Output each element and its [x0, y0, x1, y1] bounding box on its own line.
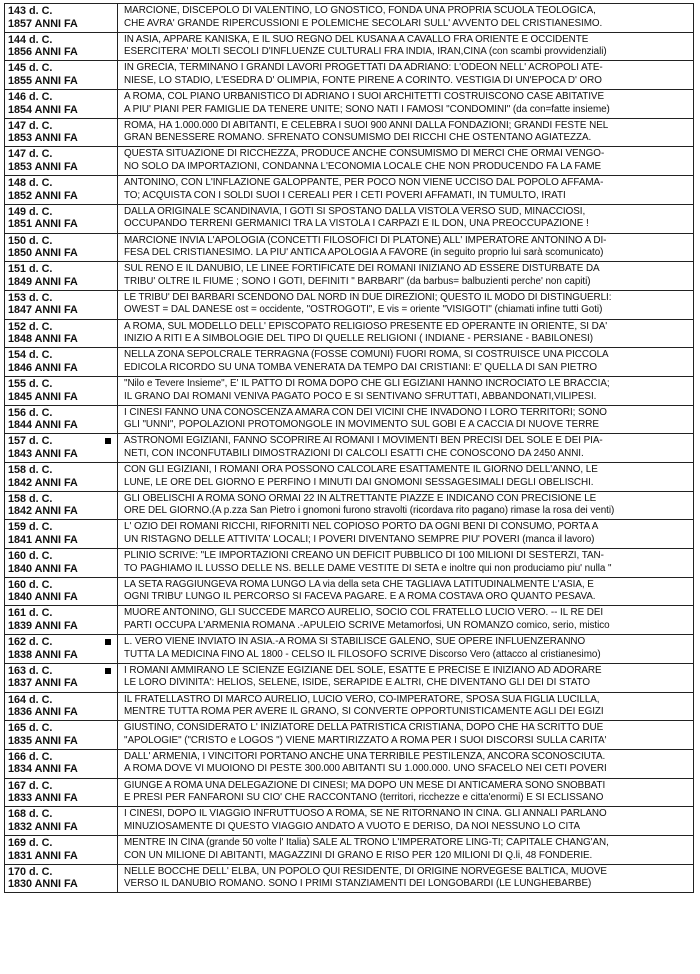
years-ago-label: 1853 ANNI FA	[8, 132, 78, 145]
timeline-row	[5, 348, 694, 377]
event-text-line: ORE DEL GIORNO.(A p.zza San Pietro i gnomoni furono stravolti (ricordava rito pagano) rimase la rosa dei venti)	[124, 505, 615, 517]
timeline-row	[5, 778, 694, 807]
event-text-line: NELLA ZONA SEPOLCRALE TERRAGNA (FOSSE COMUNI) FUORI ROMA, SI COSTRUISCE UNA PICCOLA	[124, 349, 609, 361]
years-ago-label: 1842 ANNI FA	[8, 476, 78, 489]
event-text-line: I ROMANI AMMIRANO LE SCIENZE EGIZIANE DEL SOLE, ESATTE E PRECISE E INIZIANO AD ADORARE	[124, 664, 602, 676]
event-text-cell	[118, 233, 694, 262]
event-text-line: CON GLI EGIZIANI, I ROMANI ORA POSSONO CALCOLARE ESATTAMENTE IL GIORNO DELL'ANNO, LE	[124, 464, 598, 475]
year-label: 159 d. C.	[8, 521, 53, 534]
date-cell	[5, 549, 118, 578]
years-ago-label: 1833 ANNI FA	[8, 792, 78, 805]
date-cell	[5, 405, 118, 434]
year-label: 147 d. C.	[8, 119, 53, 132]
event-text-line: MUORE ANTONINO, GLI SUCCEDE MARCO AURELIO, SOCIO COL FRATELLO LUCIO VERO. -- IL RE DEI	[124, 607, 604, 619]
year-label: 155 d. C.	[8, 377, 53, 390]
date-cell	[5, 491, 118, 520]
year-label: 157 d. C.	[8, 435, 53, 448]
event-text-line: LA SETA RAGGIUNGEVA ROMA LUNGO LA via della seta CHE TAGLIAVA LATITUDINALMENTE L'ASIA, E	[124, 578, 594, 590]
event-text-line: VERSO IL DANUBIO ROMANO. SONO I PRIMI STANZIAMENTI DEI LONGOBARDI (LE LUNGHEBARBE)	[124, 878, 592, 890]
event-text-cell	[118, 434, 694, 463]
event-text-line: SUL RENO E IL DANUBIO, LE LINEE FORTIFICATE DEI ROMANI INIZIANO AD ESSERE DISTURBATE DA	[124, 263, 600, 275]
event-text-line: ESERCITERA' MOLTI SECOLI D'INFLUENZE CULTURALI FRA INDIA, IRAN,CINA (con scambi provvidenziali)	[124, 46, 607, 58]
date-cell	[5, 90, 118, 119]
years-ago-label: 1844 ANNI FA	[8, 419, 78, 432]
years-ago-label: 1846 ANNI FA	[8, 361, 78, 374]
timeline-row	[5, 721, 694, 750]
event-text-cell	[118, 147, 694, 176]
timeline-row	[5, 4, 694, 33]
event-text-line: CON UN MILIONE DI ABITANTI, MAGAZZINI DI GRANO E RISO PER 120 MILIONI DI Q.li, 48 FONDERIE.	[124, 849, 593, 861]
event-text-line: A ROMA, COL PIANO URBANISTICO DI ADRIANO I SUOI ARCHITETTI COSTRUISCONO CASE ABITATIVE	[124, 91, 605, 103]
event-text-line: LE LORO DIVINITA': HELIOS, SELENE, ISIDE, SERAPIDE E ALTRI, CHE DIVENTANO GLI DEI DI STATO	[124, 677, 591, 689]
year-label: 160 d. C.	[8, 550, 53, 563]
event-text-line: INIZIO A RITI E A SIMBOLOGIE DEL TIPO DI QUELLE RELIGIONI ( INDIANE - PERSIANE - BABILONESI)	[124, 333, 593, 345]
timeline-row	[5, 290, 694, 319]
years-ago-label: 1831 ANNI FA	[8, 849, 78, 862]
event-text-line: GLI "UNNI", POPOLAZIONI PROTOMONGOLE IN MOVIMENTO SUL GOBI E A CACCIA DI NUOVE TERRE	[124, 419, 599, 431]
event-text-line: NO SOLO DA IMPORTAZIONI, CONDANNA L'ECONOMIA LOCALE CHE NON PRODUCENDO FA LA FAME	[124, 161, 602, 173]
year-label: 144 d. C.	[8, 33, 53, 46]
event-text-line: TO; ACQUISTA CON I SOLDI SUOI I CEREALI PER I CETI POVERI AFFAMATI, IN TUMULTO, IRATI	[124, 189, 566, 201]
timeline-rows	[5, 4, 694, 893]
years-ago-label: 1850 ANNI FA	[8, 247, 78, 260]
years-ago-label: 1857 ANNI FA	[8, 17, 78, 30]
date-cell	[5, 176, 118, 205]
event-text-line: TO PAGHIAMO IL LUSSO DELLE NS. BELLE DAME VESTITE DI SETA e inoltre qui non produciamo piu' nulla "	[124, 562, 612, 574]
event-text-line: ASTRONOMI EGIZIANI, FANNO SCOPRIRE AI ROMANI I MOVIMENTI BEN PRECISI DEL SOLE E DEI PIA-	[124, 435, 603, 447]
timeline-row	[5, 491, 694, 520]
year-label: 163 d. C.	[8, 664, 53, 677]
years-ago-label: 1841 ANNI FA	[8, 533, 78, 546]
year-label: 164 d. C.	[8, 693, 53, 706]
date-cell	[5, 635, 118, 664]
date-cell	[5, 606, 118, 635]
event-text-cell	[118, 778, 694, 807]
date-cell	[5, 520, 118, 549]
years-ago-label: 1853 ANNI FA	[8, 161, 78, 174]
timeline-row	[5, 376, 694, 405]
date-cell	[5, 807, 118, 836]
bullet-marker-icon	[105, 438, 111, 444]
event-text-line: GIUNGE A ROMA UNA DELEGAZIONE DI CINESI; MA DOPO UN MESE DI ANTICAMERA SONO SNOBBATI	[124, 779, 606, 791]
years-ago-label: 1832 ANNI FA	[8, 820, 78, 833]
years-ago-label: 1856 ANNI FA	[8, 46, 78, 59]
event-text-cell	[118, 204, 694, 233]
date-cell	[5, 864, 118, 893]
years-ago-label: 1842 ANNI FA	[8, 505, 78, 518]
timeline-row	[5, 262, 694, 291]
date-cell	[5, 290, 118, 319]
year-label: 147 d. C.	[8, 148, 53, 161]
timeline-row	[5, 463, 694, 492]
event-text-line: DALL' ARMENIA, I VINCITORI PORTANO ANCHE UNA TERRIBILE PESTILENZA, ANCORA SCONOSCIUTA.	[124, 750, 606, 762]
timeline-row	[5, 233, 694, 262]
date-cell	[5, 118, 118, 147]
event-text-cell	[118, 635, 694, 664]
event-text-line: NETI, CON INCONFUTABILI DIMOSTRAZIONI DI CALCOLI ESATTI CHE CONOSCONO DA 2450 ANNI.	[124, 447, 584, 459]
timeline-row	[5, 520, 694, 549]
year-label: 154 d. C.	[8, 349, 53, 362]
event-text-cell	[118, 491, 694, 520]
years-ago-label: 1837 ANNI FA	[8, 677, 78, 690]
event-text-cell	[118, 61, 694, 90]
date-cell	[5, 663, 118, 692]
timeline-row	[5, 807, 694, 836]
event-text-cell	[118, 262, 694, 291]
year-label: 148 d. C.	[8, 177, 53, 190]
event-text-line: IL FRATELLASTRO DI MARCO AURELIO, LUCIO VERO, CO-IMPERATORE, SPOSA SUA FIGLIA LUCILLA,	[124, 693, 600, 705]
event-text-line: PARTI OCCUPA L'ARMENIA ROMANA .-APULEIO SCRIVE Metamorfosi, UN ROMANZO comico, serio, mistico	[124, 620, 610, 632]
timeline-row	[5, 864, 694, 893]
event-text-cell	[118, 90, 694, 119]
date-cell	[5, 778, 118, 807]
timeline-row	[5, 405, 694, 434]
years-ago-label: 1852 ANNI FA	[8, 189, 78, 202]
year-label: 167 d. C.	[8, 779, 53, 792]
year-label: 143 d. C.	[8, 5, 53, 17]
years-ago-label: 1838 ANNI FA	[8, 648, 78, 661]
date-cell	[5, 348, 118, 377]
event-text-cell	[118, 606, 694, 635]
event-text-line: E PRESI PER FANFARONI SU CIO' CHE RACCONTANO (territori, ricchezze e citta'enormi) E SI ECLISSANO	[124, 792, 604, 804]
event-text-line: PLINIO SCRIVE: "LE IMPORTAZIONI CREANO UN DEFICIT PUBBLICO DI 100 MILIONI DI SESTERZI, TAN-	[124, 550, 604, 562]
event-text-line: "APOLOGIE" ("CRISTO e LOGOS ") VIENE MARTIRIZZATO A ROMA PER I SUOI DISCORSI SULLA CARITA'	[124, 734, 607, 746]
event-text-line: MINUZIOSAMENTE DI QUESTO VIAGGIO ANDATO A VUOTO E DERISO, DA NOI NESSUNO LO CITA	[124, 820, 580, 832]
event-text-cell	[118, 549, 694, 578]
event-text-cell	[118, 721, 694, 750]
year-label: 158 d. C.	[8, 492, 53, 505]
year-label: 162 d. C.	[8, 636, 53, 649]
event-text-line: OGNI TRIBU' LUNGO IL PERCORSO SI FACEVA PAGARE. E A ROMA COSTAVA ORO QUANTO PESAVA.	[124, 591, 596, 603]
event-text-line: NIESE, LO STADIO, L'ESEDRA D' OLIMPIA, FONTE PIRENE A CORINTO. VESTIGIA DI UN'EPOCA D' ORO	[124, 74, 602, 86]
year-label: 146 d. C.	[8, 91, 53, 104]
years-ago-label: 1835 ANNI FA	[8, 734, 78, 747]
year-label: 168 d. C.	[8, 808, 53, 821]
event-text-line: GIUSTINO, CONSIDERATO L' INIZIATORE DELLA PATRISTICA CRISTIANA, DOPO CHE HA SCRITTO DUE	[124, 722, 604, 734]
event-text-cell	[118, 32, 694, 61]
bullet-marker-icon	[105, 639, 111, 645]
event-text-cell	[118, 520, 694, 549]
event-text-line: IN GRECIA, TERMINANO I GRANDI LAVORI PROGETTATI DA ADRIANO: L'ODEON NELL' ACROPOLI ATE-	[124, 62, 603, 74]
event-text-cell	[118, 290, 694, 319]
year-label: 158 d. C.	[8, 464, 53, 476]
event-text-cell	[118, 348, 694, 377]
event-text-line: A PIU' PIANI PER FAMIGLIE DA TENERE UNITE; SONO NATI I FAMOSI "CONDOMINI" (da con=fatte insieme)	[124, 103, 610, 115]
date-cell	[5, 577, 118, 606]
event-text-line: L' OZIO DEI ROMANI RICCHI, RIFORNITI NEL COPIOSO PORTO DA OGNI BENI DI CONSUMO, PORTA A	[124, 521, 599, 533]
date-cell	[5, 32, 118, 61]
date-cell	[5, 463, 118, 492]
event-text-line: UN RISTAGNO DELLE ATTIVITA' LOCALI; I POVERI DIVENTANO SEMPRE PIU' POVERI (manca il lavoro)	[124, 533, 595, 545]
event-text-line: LUNE, LE ORE DEL GIORNO E PERFINO I MINUTI DAI GNOMONI SESSAGESIMALI DEGLI OBELISCHI.	[124, 476, 594, 488]
year-label: 161 d. C.	[8, 607, 53, 620]
timeline-row	[5, 319, 694, 348]
timeline-row	[5, 835, 694, 864]
event-text-line: GLI OBELISCHI A ROMA SONO ORMAI 22 IN ALTRETTANTE PIAZZE E INDICANO CON PRECISIONE LE	[124, 492, 597, 504]
timeline-row	[5, 749, 694, 778]
date-cell	[5, 4, 118, 33]
date-cell	[5, 692, 118, 721]
date-cell	[5, 319, 118, 348]
years-ago-label: 1836 ANNI FA	[8, 706, 78, 719]
event-text-cell	[118, 692, 694, 721]
year-label: 151 d. C.	[8, 263, 53, 276]
timeline-row	[5, 118, 694, 147]
event-text-line: MENTRE IN CINA (grande 50 volte l' Italia) SALE AL TRONO L'IMPERATORE LING-TI; CAPITALE CHANG'AN,	[124, 836, 609, 848]
event-text-line: OWEST = DAL DANESE ost = occidente, "OSTROGOTI", E vis = oriente "VISIGOTI" (chiamati infine tutti Goti)	[124, 304, 603, 316]
event-text-cell	[118, 405, 694, 434]
date-cell	[5, 376, 118, 405]
timeline-row	[5, 32, 694, 61]
event-text-cell	[118, 376, 694, 405]
event-text-line: ROMA, HA 1.000.000 DI ABITANTI, E CELEBRA I SUOI 900 ANNI DALLA FONDAZIONI; GRANDI FESTE NEL	[124, 119, 609, 131]
year-label: 152 d. C.	[8, 320, 53, 333]
timeline-row	[5, 61, 694, 90]
years-ago-label: 1851 ANNI FA	[8, 218, 78, 231]
years-ago-label: 1843 ANNI FA	[8, 447, 78, 460]
event-text-line: FESA DEL CRISTIANESIMO. LA PIU' ANTICA APOLOGIA A FAVORE (in seguito proprio lui sarà scomunicato)	[124, 247, 604, 259]
date-cell	[5, 434, 118, 463]
timeline-row	[5, 549, 694, 578]
event-text-line: A ROMA DOVE VI MUOIONO DI PESTE 300.000 ABITANTI SU 1.000.000. UNO SFACELO NEI CETI POVERI	[124, 763, 607, 775]
event-text-line: DALLA ORIGINALE SCANDINAVIA, I GOTI SI SPOSTANO DALLA VISTOLA VERSO SUD, MINACCIOSI,	[124, 205, 586, 217]
event-text-cell	[118, 319, 694, 348]
event-text-line: TRIBU' OLTRE IL FIUME ; SONO I GOTI, DEFINITI " BARBARI" (da barbus= balbuzienti perche' non capiti)	[124, 275, 591, 287]
year-label: 153 d. C.	[8, 291, 53, 304]
date-cell	[5, 749, 118, 778]
event-text-line: CHE AVRA' GRANDE RIPERCUSSIONI E POLEMICHE SECOLARI SULL' AVVENTO DEL CRISTIANESIMO.	[124, 17, 603, 29]
timeline-table	[4, 3, 694, 893]
years-ago-label: 1834 ANNI FA	[8, 763, 78, 776]
event-text-line: IL GRANO DAI ROMANI VENIVA PAGATO POCO E SI SENTIVANO SFRUTTATI, ABBANDONATI,VILIPESI.	[124, 390, 597, 402]
year-label: 166 d. C.	[8, 750, 53, 763]
event-text-line: NELLE BOCCHE DELL' ELBA, UN POPOLO QUI RESIDENTE, DI ORIGINE NORVEGESE BALTICA, MUOVE	[124, 865, 607, 877]
years-ago-label: 1840 ANNI FA	[8, 562, 78, 575]
date-cell	[5, 204, 118, 233]
event-text-cell	[118, 749, 694, 778]
timeline-row	[5, 434, 694, 463]
date-cell	[5, 147, 118, 176]
years-ago-label: 1848 ANNI FA	[8, 333, 78, 346]
year-label: 170 d. C.	[8, 865, 53, 878]
event-text-cell	[118, 864, 694, 893]
event-text-line: EDICOLA RICORDO SU UNA TOMBA VENERATA DA TEMPO DAI CRISTIANI: E' QUELLA DI SAN PIETRO	[124, 361, 598, 373]
date-cell	[5, 835, 118, 864]
event-text-line: MENTRE TUTTA ROMA PER AVERE IL GRANO, SI CONVERTE OPPORTUNISTICAMENTE AGLI DEI EGIZI	[124, 706, 604, 718]
year-label: 160 d. C.	[8, 578, 53, 591]
year-label: 149 d. C.	[8, 205, 53, 218]
event-text-line: OCCUPANDO TERRENI GERMANICI TRA LA VISTOLA I CARPAZI E IL DON, UNA PREOCCUPAZIONE !	[124, 218, 589, 230]
years-ago-label: 1845 ANNI FA	[8, 390, 78, 403]
event-text-line: QUESTA SITUAZIONE DI RICCHEZZA, PRODUCE ANCHE CONSUMISMO DI MERCI CHE ORMAI VENGO-	[124, 148, 605, 160]
years-ago-label: 1840 ANNI FA	[8, 591, 78, 604]
event-text-cell	[118, 118, 694, 147]
event-text-line: I CINESI FANNO UNA CONOSCENZA AMARA CON DEI VICINI CHE INVADONO I LORO TERRITORI; SONO	[124, 406, 607, 418]
event-text-line: GRAN BENESSERE ROMANO. SFRENATO CONSUMISMO DEI RICCHI CHE OSTENTANO AGIATEZZA.	[124, 132, 592, 144]
date-cell	[5, 61, 118, 90]
year-label: 169 d. C.	[8, 836, 53, 849]
event-text-line: I CINESI, DOPO IL VIAGGIO INFRUTTUOSO A ROMA, SE NE RITORNANO IN CINA. GLI ANNALI PARLANO	[124, 808, 607, 820]
bullet-marker-icon	[105, 668, 111, 674]
year-label: 165 d. C.	[8, 722, 53, 735]
years-ago-label: 1830 ANNI FA	[8, 878, 78, 891]
event-text-line: L. VERO VIENE INVIATO IN ASIA.-A ROMA SI STABILISCE GALENO, SUE OPERE INFLUENZERANNO	[124, 636, 586, 648]
timeline-row	[5, 176, 694, 205]
years-ago-label: 1847 ANNI FA	[8, 304, 78, 317]
years-ago-label: 1839 ANNI FA	[8, 620, 78, 633]
event-text-cell	[118, 463, 694, 492]
date-cell	[5, 233, 118, 262]
date-cell	[5, 721, 118, 750]
event-text-line: TUTTA LA MEDICINA FINO AL 1800 - CELSO IL FILOSOFO SCRIVE Discorso Vero (attacco al cristianesimo)	[124, 648, 601, 660]
event-text-line: LE TRIBU' DEI BARBARI SCENDONO DAL NORD IN DUE DIREZIONI; QUESTO IL MODO DI DISTINGUERLI:	[124, 291, 612, 303]
event-text-line: A ROMA, SUL MODELLO DELL' EPISCOPATO RELIGIOSO PRESENTE ED OPERANTE IN ORIENTE, SI DA'	[124, 320, 608, 332]
timeline-row	[5, 635, 694, 664]
years-ago-label: 1855 ANNI FA	[8, 74, 78, 87]
year-label: 145 d. C.	[8, 62, 53, 75]
event-text-cell	[118, 807, 694, 836]
event-text-line: "Nilo e Tevere Insieme", E' IL PATTO DI ROMA DOPO CHE GLI EGIZIANI HANNO INCROCIATO LE BRACCIA;	[124, 377, 610, 389]
event-text-cell	[118, 4, 694, 33]
timeline-row	[5, 147, 694, 176]
year-label: 156 d. C.	[8, 406, 53, 419]
years-ago-label: 1849 ANNI FA	[8, 275, 78, 288]
event-text-cell	[118, 835, 694, 864]
timeline-row	[5, 663, 694, 692]
timeline-row	[5, 577, 694, 606]
event-text-cell	[118, 577, 694, 606]
event-text-cell	[118, 663, 694, 692]
event-text-line: MARCIONE, DISCEPOLO DI VALENTINO, LO GNOSTICO, FONDA UNA PROPRIA SCUOLA TEOLOGICA,	[124, 5, 596, 16]
timeline-row	[5, 692, 694, 721]
date-cell	[5, 262, 118, 291]
years-ago-label: 1854 ANNI FA	[8, 103, 78, 116]
timeline-row	[5, 204, 694, 233]
timeline-row	[5, 90, 694, 119]
event-text-cell	[118, 176, 694, 205]
event-text-line: MARCIONE INVIA L'APOLOGIA (CONCETTI FILOSOFICI DI PLATONE) ALL' IMPERATORE ANTONINO A DI-	[124, 234, 607, 246]
year-label: 150 d. C.	[8, 234, 53, 247]
event-text-line: ANTONINO, CON L'INFLAZIONE GALOPPANTE, PER POCO NON VIENE UCCISO DAL POPOLO AFFAMA-	[124, 177, 604, 189]
event-text-line: IN ASIA, APPARE KANISKA, E IL SUO REGNO DEL KUSANA A CAVALLO FRA ORIENTE E OCCIDENTE	[124, 33, 589, 45]
timeline-row	[5, 606, 694, 635]
